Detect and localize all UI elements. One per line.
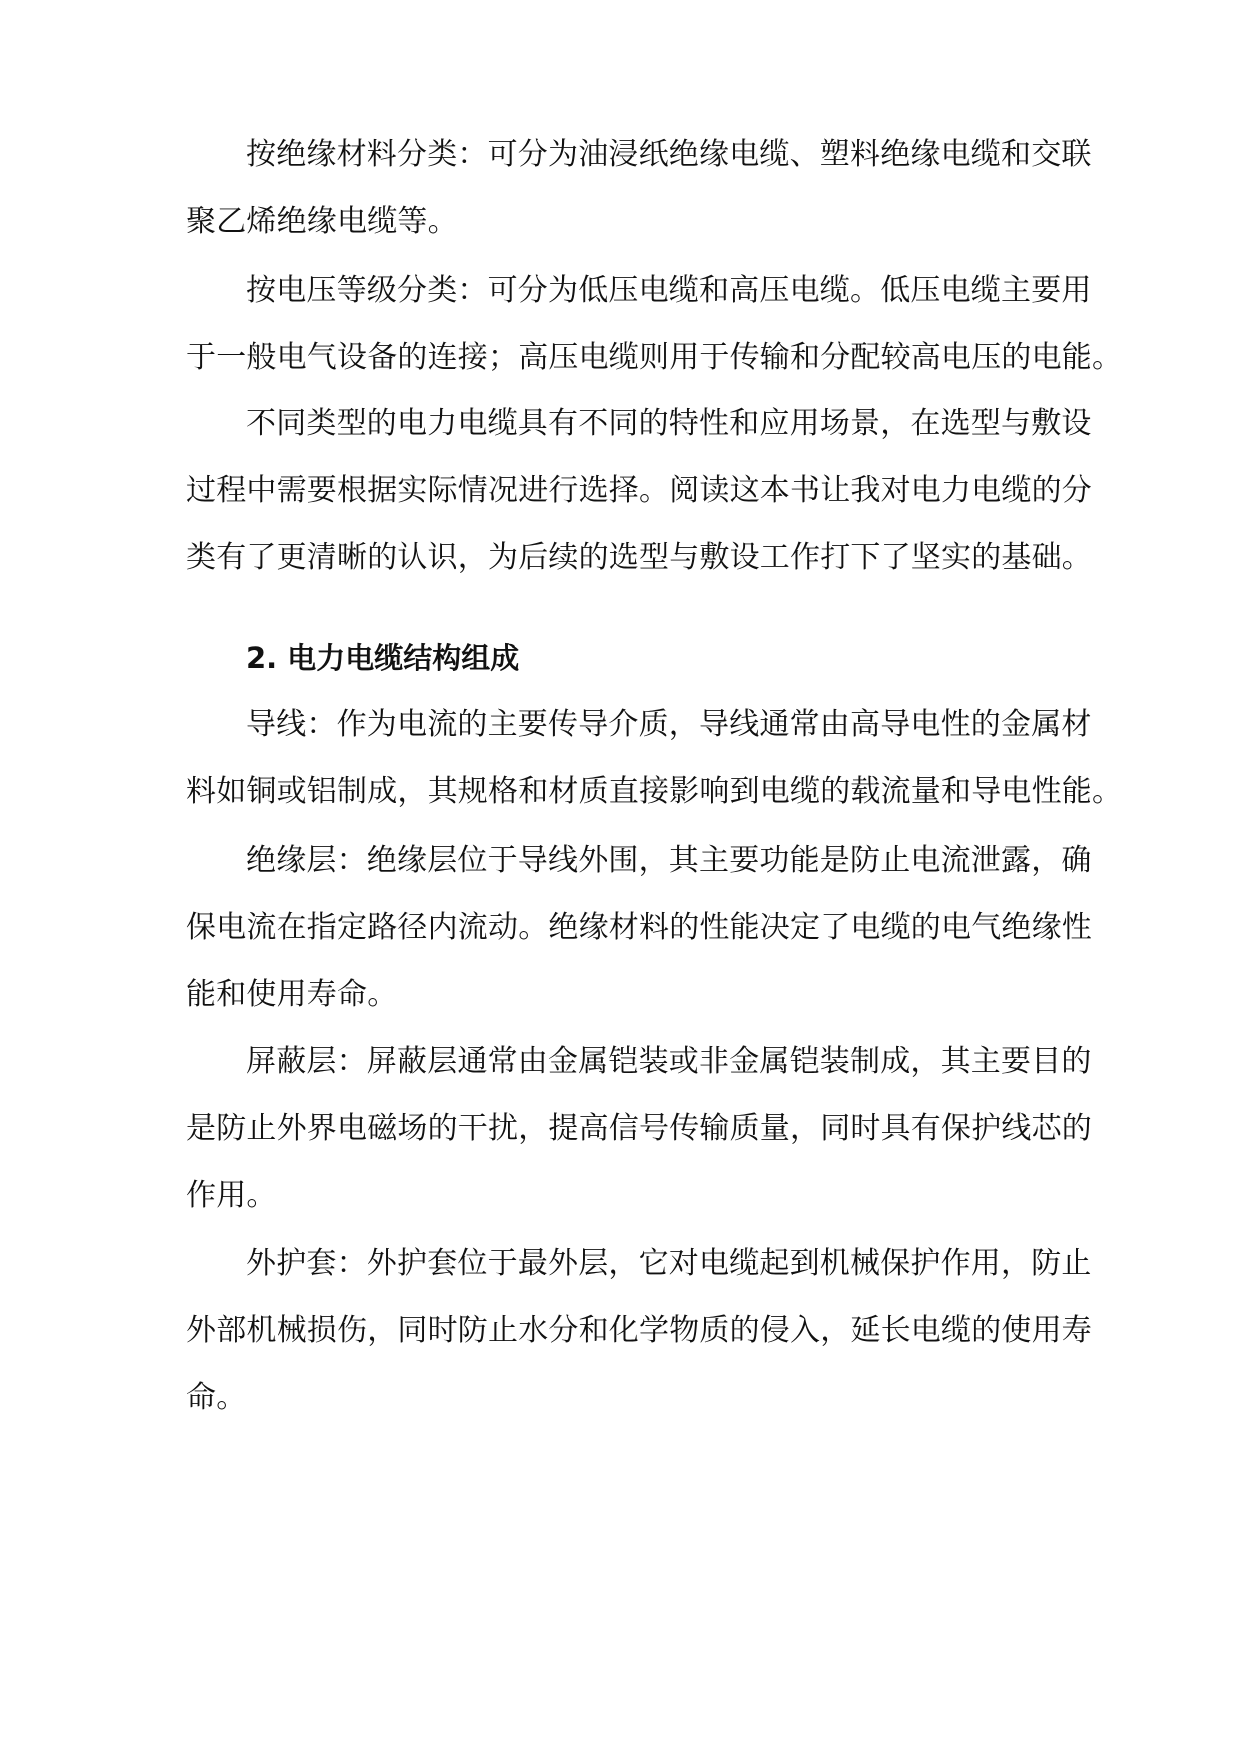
paragraph-line: 于一般电气设备的连接；高压电缆则用于传输和分配较高电压的电能。 [186,340,1123,375]
paragraph-line: 屏蔽层：屏蔽层通常由金属铠装或非金属铠装制成，其主要目的 [246,1044,1092,1079]
paragraph-line: 保电流在指定路径内流动。绝缘材料的性能决定了电缆的电气绝缘性 [186,910,1092,945]
paragraph-line: 按电压等级分类：可分为低压电缆和高压电缆。低压电缆主要用 [246,273,1092,308]
paragraph-line: 过程中需要根据实际情况进行选择。阅读这本书让我对电力电缆的分 [186,473,1092,508]
paragraph-line: 作用。 [186,1178,277,1213]
paragraph-line: 绝缘层：绝缘层位于导线外围，其主要功能是防止电流泄露，确 [246,843,1092,878]
paragraph-line: 命。 [186,1380,247,1415]
paragraph-line: 类有了更清晰的认识，为后续的选型与敷设工作打下了坚实的基础。 [186,540,1092,575]
section-heading: 2. 电力电缆结构组成 [246,641,520,675]
paragraph-line: 聚乙烯绝缘电缆等。 [186,204,458,239]
paragraph-line: 能和使用寿命。 [186,977,398,1012]
paragraph-line: 是防止外界电磁场的干扰，提高信号传输质量，同时具有保护线芯的 [186,1111,1092,1146]
paragraph-line: 外部机械损伤，同时防止水分和化学物质的侵入，延长电缆的使用寿 [186,1313,1092,1348]
paragraph-line: 按绝缘材料分类：可分为油浸纸绝缘电缆、塑料绝缘电缆和交联 [246,137,1092,172]
paragraph-line: 不同类型的电力电缆具有不同的特性和应用场景，在选型与敷设 [246,406,1092,441]
paragraph-line: 料如铜或铝制成，其规格和材质直接影响到电缆的载流量和导电性能。 [186,774,1123,809]
paragraph-line: 外护套：外护套位于最外层，它对电缆起到机械保护作用，防止 [246,1246,1092,1281]
paragraph-line: 导线：作为电流的主要传导介质，导线通常由高导电性的金属材 [246,707,1092,742]
